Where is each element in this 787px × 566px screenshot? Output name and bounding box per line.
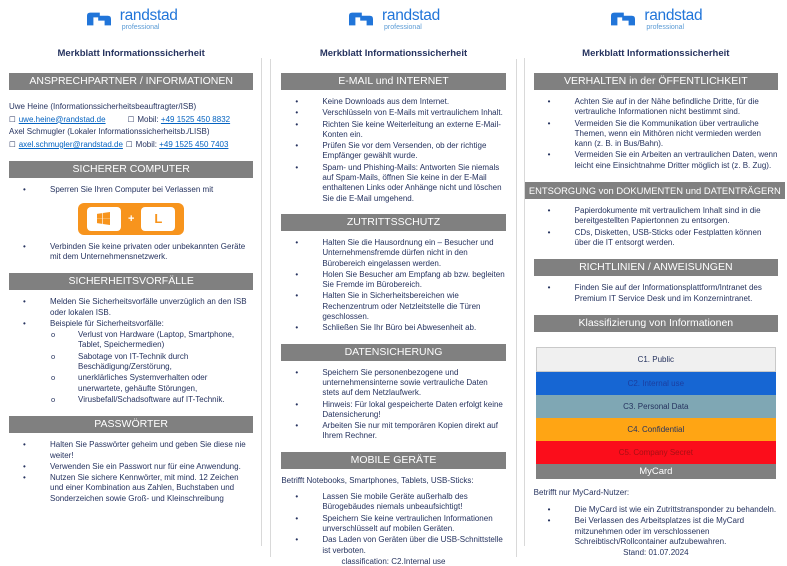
contact-line [9,114,253,127]
classification-row-c5 [536,441,776,464]
list-item-text: Lassen Sie mobile Geräte außerhalb des Bürogebäudes niemals unbeaufsichtigt! [322,492,468,512]
email-link[interactable]: uwe.heine@randstad.de [18,114,106,124]
list-item [281,108,505,118]
list-item [534,150,778,171]
list-item [534,228,778,249]
randstad-logo [271,5,515,39]
list-item-text: Sabotage von IT-Technik durch Beschädigung/Zerstörung, [78,351,189,372]
randstad-logo [534,5,778,39]
list-item-text: Achten Sie auf in der Nähe befindliche Dritte, für die vertrauliche Informationen nicht bestimmt sind. [574,97,759,117]
list-item [9,440,253,461]
classification-label: C2. Internal use [627,378,685,388]
list-item [9,297,253,318]
list-item [534,283,778,304]
list-item [281,400,505,421]
list-item-text: Hinweis: Für lokal gespeicherte Daten erfolgt keine Datensicherung! [322,399,503,419]
mobile-devices-intro: Betrifft Notebooks, Smartphones, Tablets, USB-Sticks: [281,475,474,485]
list-item-text: Sperren Sie Ihren Computer bei Verlassen mit [50,185,214,195]
list-item-text: Verschlüsseln von E-Mails mit vertraulichem Inhalt. [322,108,503,118]
section-header-entsorgung: ENTSORGUNG von DOKUMENTEN und DATENTRÄGERN [525,182,785,199]
list-item-text: Richten Sie keine Weiterleitung an externe E-Mail-Konten ein. [322,119,501,139]
section-header-mobile-geraete: MOBILE GERÄTE [281,452,505,469]
list-item-text: Speichern Sie keine vertraulichen Informationen unverschlüsselt auf mobilen Geräten. [322,513,493,533]
list-item [9,319,253,329]
mail-checkbox-icon: ☐ [9,114,16,124]
list-item [281,323,505,333]
column-header [9,0,253,59]
classification-label: C5. Company Secret [618,447,693,457]
section-header-richtlinien: RICHTLINIEN / ANWEISUNGEN [534,259,778,276]
column-header [271,0,515,59]
column-public-behavior [525,0,787,558]
list-item [534,516,778,547]
mobile-checkbox-icon: ☐ [127,114,135,124]
mobil-label: Mobil: [137,114,159,124]
randstad-logo [9,5,253,39]
list-item [534,97,778,118]
list-item [281,291,505,322]
brand-name: randstad [382,7,440,24]
sub-list-item [9,352,253,373]
contact-name: Uwe Heine (Informationssicherheitsbeauftragter/ISB) [9,102,197,111]
classification-row-c1 [536,347,776,372]
list-item [281,421,505,442]
win-l-shortcut-graphic [78,203,184,235]
brand-tagline: professional [384,24,422,31]
column-contacts [0,0,262,558]
column-header [534,0,778,59]
brand-text [382,5,440,32]
page-title: Merkblatt Informationssicherheit [582,48,730,59]
section-header-sicherer-computer: SICHERER COMPUTER [9,161,253,178]
section-header-zutrittsschutz: ZUTRITTSSCHUTZ [281,214,505,231]
list-item [281,514,505,535]
list-item-text: Keine Downloads aus dem Internet. [322,97,450,106]
phone-link[interactable]: +49 1525 450 7403 [159,139,229,149]
list-item-text: Finden Sie auf der Informationsplattform/Intranet des Premium IT Service Desk und im Konzernintranet. [574,283,762,303]
list-item-text: Virusbefall/Schadsoftware auf IT-Technik. [78,394,225,404]
randstad-logo-icon [347,11,375,27]
list-item-text: Vermeiden Sie die Kommunikation über vertrauliche Themen, wenn ein Mithören nicht vermieden werden kann (z. B. in Bus/Bahn). [574,118,761,149]
section-header-passwoerter: PASSWÖRTER [9,416,253,433]
list-item-text: CDs, Disketten, USB-Sticks oder Festplatten können über die IT entsorgt werden. [574,227,762,247]
list-item-text: Arbeiten Sie nur mit temporären Kopien direkt auf Ihrem Rechner. [322,421,498,441]
list-item-text: Die MyCard ist wie ein Zutrittstransponder zu behandeln. [574,505,777,515]
page-title: Merkblatt Informationssicherheit [319,48,468,59]
list-item-text: Halten Sie in Sicherheitsbereichen wie Rechenzentrum oder Netzleitstelle die Türen geschlossen. [322,291,481,322]
classification-table [536,347,776,479]
brand-tagline: professional [646,24,685,31]
mycard-intro: Betrifft nur MyCard-Nutzer: [533,487,630,497]
randstad-logo-icon [85,11,113,27]
list-item [281,238,505,269]
plus-sign: + [127,212,135,225]
brand-tagline: professional [121,24,160,31]
list-item [9,242,253,263]
list-item [534,505,778,515]
date-footer: Stand: 01.07.2024 [623,548,689,558]
list-item-text: Holen Sie Besucher am Empfang ab bzw. begleiten Sie Fremde im Bürobereich. [322,269,505,290]
classification-footer: classification: C2.Internal use [341,556,446,566]
list-item [281,270,505,291]
list-item [534,119,778,150]
phone-link[interactable]: +49 1525 450 8832 [160,114,231,124]
l-key: L [141,207,175,231]
brand-text [120,5,178,32]
list-item [9,473,253,504]
windows-logo-icon [96,212,111,225]
mycard-title: MyCard [639,465,673,477]
list-item-text: Vermeiden Sie ein Arbeiten an vertraulichen Daten, wenn leicht eine Einsichtnahme Dritter möglich ist (z. B. Zug). [574,150,778,170]
contact-block [9,101,253,151]
randstad-logo-icon [609,11,637,27]
page-title: Merkblatt Informationssicherheit [57,48,205,59]
brand-name: randstad [119,7,178,24]
section-header-verhalten: VERHALTEN in der ÖFFENTLICHKEIT [534,73,778,90]
sub-list-item [9,395,253,405]
mobil-label: Mobil: [135,139,157,149]
section-header-sicherheitsvorfaelle: SICHERHEITSVORFÄLLE [9,273,253,290]
list-item-text: Speichern Sie personenbezogene und unternehmensinterne sowie vertrauliche Daten stets auf dem Netzlaufwerk. [322,367,488,398]
contact-line [9,139,253,152]
list-item [534,206,778,227]
list-item [281,97,505,107]
sub-list-item [9,373,253,394]
list-item-text: Prüfen Sie vor dem Versenden, ob der richtige Empfänger gewählt wurde. [322,141,487,161]
windows-key [87,207,121,231]
classification-label: C3. Personal Data [623,401,689,411]
mycard-header [536,464,776,479]
contact-name: Axel Schmugler (Lokaler Informationssicherheitsb./LISB) [9,127,210,137]
section-header-ansprechpartner: ANSPRECHPARTNER / INFORMATIONEN [9,73,253,90]
list-item [281,141,505,162]
section-header-klassifizierung: Klassifizierung von Informationen [534,315,778,332]
classification-label: C1. Public [637,354,675,364]
list-item [281,535,505,556]
list-item [9,185,253,195]
list-item-text: Beispiele für Sicherheitsvorfälle: [50,318,164,328]
mail-checkbox-icon: ☐ [9,139,16,149]
column-content-box [270,59,516,557]
list-item [281,163,505,204]
list-item-text: Verlust von Hardware (Laptop, Smartphone, Tablet, Speichermedien) [78,330,235,350]
list-item-text: Nutzen Sie sichere Kennwörter, mit mind. 12 Zeichen und einer Kombination aus Zahlen, Buchstaben und Sonderzeichen sowie Groß- und Kleinschreibung [50,473,239,503]
list-item-text: Halten Sie Passwörter geheim und geben Sie diese nie weiter! [50,440,246,460]
list-item-text: Papierdokumente mit vertraulichem Inhalt sind in die bereitgestellten Papiertonnen zu entsorgen. [574,206,761,226]
list-item-text: unerklärliches Systemverhalten oder unerwartete, gehäufte Störungen, [78,373,208,393]
classification-label: C4. Confidential [627,424,685,434]
list-item [281,120,505,141]
classification-row-c3 [536,395,776,418]
section-header-datensicherung: DATENSICHERUNG [281,344,505,361]
brand-text [644,5,702,32]
list-item-text: Melden Sie Sicherheitsvorfälle unverzüglich an den ISB oder lokalen ISB. [50,297,247,317]
list-item-text: Verbinden Sie keine privaten oder unbekannten Geräte mit dem Unternehmensnetzwerk. [50,241,246,261]
list-item [281,368,505,399]
brand-name: randstad [644,7,703,24]
classification-row-c2 [536,372,776,395]
list-item-text: Schließen Sie Ihr Büro bei Abwesenheit ab. [322,323,477,333]
email-link[interactable]: axel.schmugler@randstad.de [18,139,123,149]
list-item [9,462,253,472]
sub-list-item [9,330,253,351]
list-item-text: Verwenden Sie ein Passwort nur für eine Anwendung. [50,461,241,471]
mobile-checkbox-icon: ☐ [125,139,133,149]
list-item [281,492,505,513]
list-item-text: Bei Verlassen des Arbeitsplatzes ist die MyCard mitzunehmen oder im verschlossenen Schreibtisch/Rollcontainer aufzubewahren. [574,516,745,547]
list-item-text: Halten Sie die Hausordnung ein – Besucher und Unternehmensfremde dürfen nicht in den Bürobereich eingelassen werden. [322,237,494,268]
list-item-text: Spam- und Phishing-Mails: Antworten Sie niemals auf Spam-Mails, öffnen Sie keine in der E-Mail enthaltenen Links oder Anhänge nicht und löschen Sie die E-Mail umgehend. [322,162,502,203]
list-item-text: Das Laden von Geräten über die USB-Schnittstelle ist verboten. [322,535,503,555]
column-email-access [262,0,524,566]
section-header-email-internet: E-MAIL und INTERNET [281,73,505,90]
classification-row-c4 [536,418,776,441]
